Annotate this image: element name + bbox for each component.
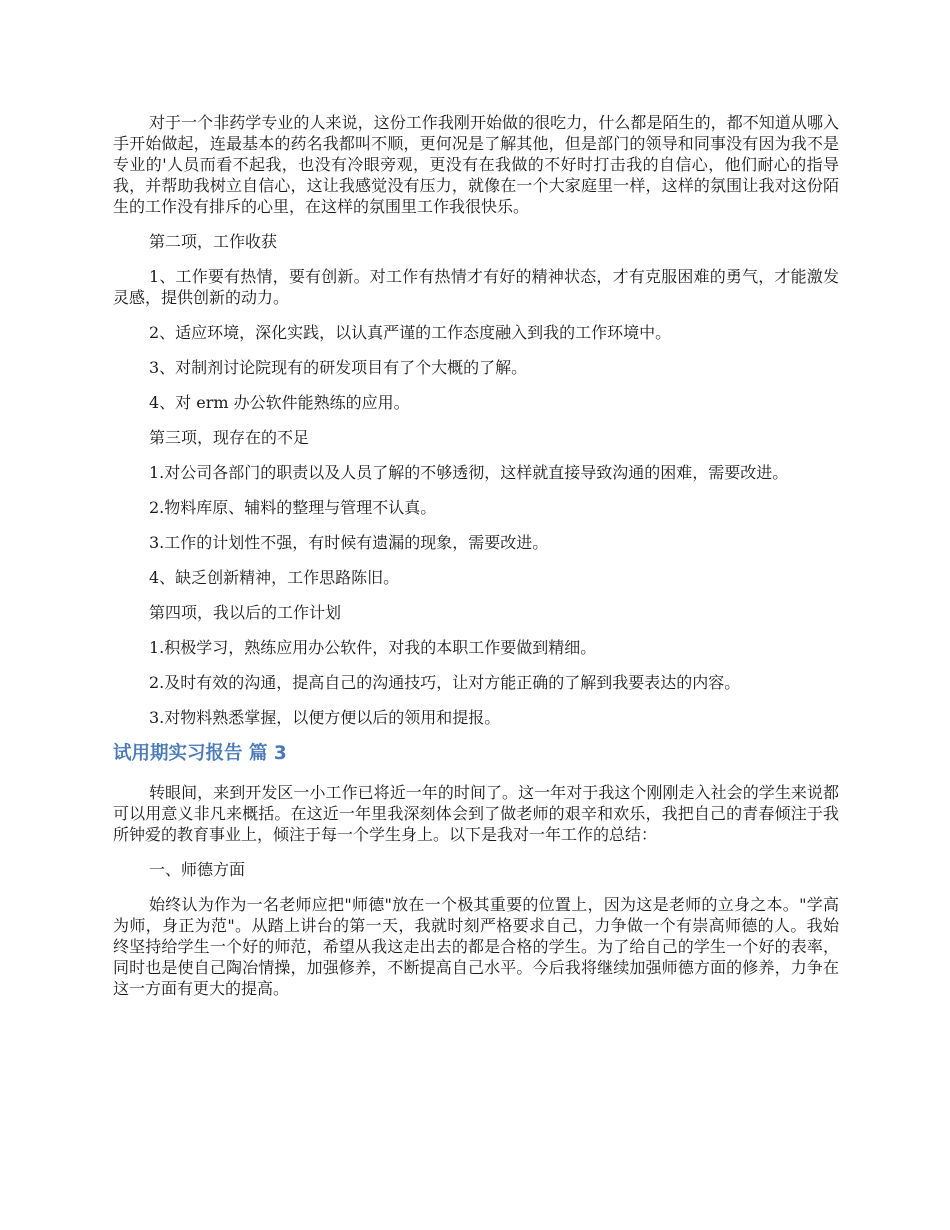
section-subheading: 第四项，我以后的工作计划 — [149, 603, 342, 622]
list-item: 4、对 erm 办公软件能熟练的应用。 — [149, 393, 410, 412]
body-paragraph: 始终认为作为一名老师应把"师德"放在一个极其重要的位置上，因为这是老师的立身之本。"学高为师，身正为范"。从踏上讲台的第一天，我就时刻严格要求自己，力争做一个有崇高师德的人。我始终坚持给学生一个好的师范，希望从我这走出去的都是合格的学生。为了给自己的学生一个好的表率，同时也是使自己陶冶情操，加强修养，不断提高自己水平。今后我将继续加强师德方面的修养，力争在这一方面有更大的提高。 — [113, 895, 839, 998]
list-item: 1.积极学习，熟练应用办公软件，对我的本职工作要做到精细。 — [149, 638, 597, 657]
list-item: 2.及时有效的沟通，提高自己的沟通技巧，让对方能正确的了解到我要表达的内容。 — [149, 673, 741, 692]
list-item: 4、缺乏创新精神，工作思路陈旧。 — [149, 568, 400, 587]
body-paragraph: 对于一个非药学专业的人来说，这份工作我刚开始做的很吃力，什么都是陌生的，都不知道从哪入手开始做起，连最基本的药名我都叫不顺，更何况是了解其他，但是部门的领导和同事没有因为我不是专业的'人员而看不起我，也没有冷眼旁观，更没有在我做的不好时打击我的自信心，他们耐心的指导我，并帮助我树立自信心，这让我感觉没有压力，就像在一个大家庭里一样，这样的氛围让我对这份陌生的工作没有排斥的心里，在这样的氛围里工作我很快乐。 — [113, 113, 839, 216]
list-item: 2.物料库原、辅料的整理与管理不认真。 — [149, 498, 437, 517]
section-subheading: 一、师德方面 — [149, 860, 246, 879]
section-subheading: 第三项，现存在的不足 — [149, 428, 310, 447]
list-item: 3.对物料熟悉掌握，以便方便以后的领用和提报。 — [149, 708, 501, 727]
body-paragraph: 转眼间，来到开发区一小工作已将近一年的时间了。这一年对于我这个刚刚走入社会的学生来说都可以用意义非凡来概括。在这近一年里我深刻体会到了做老师的艰辛和欢乐，我把自己的青春倾注于我所钟爱的教育事业上，倾注于每一个学生身上。以下是我对一年工作的总结： — [113, 783, 839, 844]
section-heading: 试用期实习报告 篇 3 — [113, 743, 287, 764]
list-item: 2、适应环境，深化实践，以认真严谨的工作态度融入到我的工作环境中。 — [149, 323, 672, 342]
list-item: 1、工作要有热情，要有创新。对工作有热情才有好的精神状态，才有克服困难的勇气，才能激发灵感，提供创新的动力。 — [113, 267, 839, 307]
list-item: 3.工作的计划性不强，有时候有遗漏的现象，需要改进。 — [149, 533, 549, 552]
section-subheading: 第二项，工作收获 — [149, 232, 278, 251]
list-item: 1.对公司各部门的职责以及人员了解的不够透彻，这样就直接导致沟通的困难，需要改进。 — [149, 463, 789, 482]
list-item: 3、对制剂讨论院现有的研发项目有了个大概的了解。 — [149, 358, 528, 377]
document-page — [113, 112, 839, 1013]
